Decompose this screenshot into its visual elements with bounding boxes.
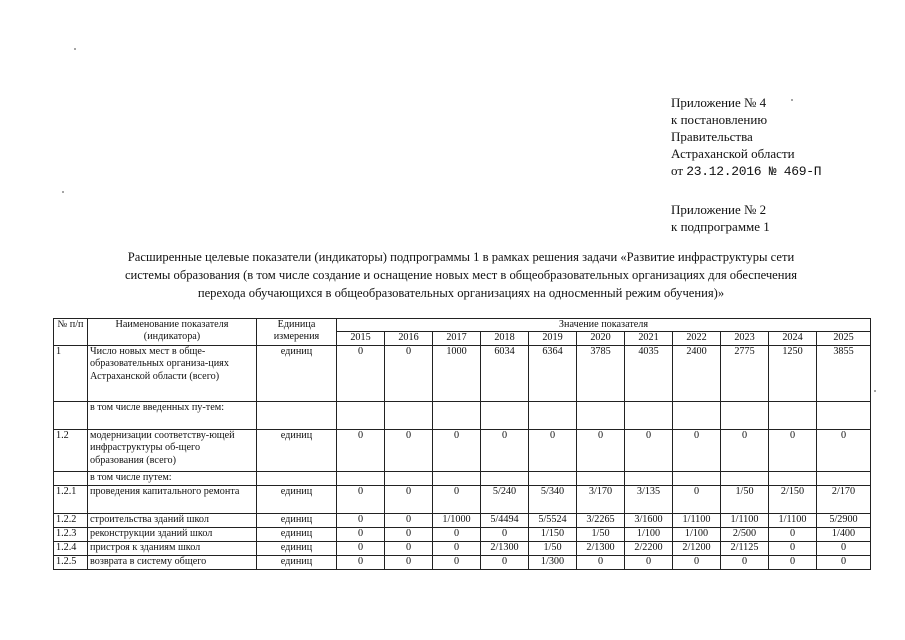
value-cell: 1/100: [625, 527, 673, 541]
header-date-line: [671, 162, 821, 180]
unit-cell: единиц: [257, 527, 337, 541]
value-cell: [337, 471, 385, 485]
value-cell: [625, 401, 673, 429]
indicators-table: [53, 318, 871, 570]
indicator-name-cell: возврата в систему общего: [88, 555, 257, 569]
year-header-cell: 2016: [385, 332, 433, 345]
indicator-name-cell: Число новых мест в обще-образовательных организа-циях Астраханской области (всего): [88, 345, 257, 401]
value-cell: 5/340: [529, 485, 577, 513]
table-header-row: [54, 319, 871, 332]
value-cell: 0: [337, 527, 385, 541]
value-cell: 0: [817, 429, 871, 471]
header-line: Астраханской области: [671, 146, 795, 161]
indicator-name-cell: в том числе введенных пу-тем:: [88, 401, 257, 429]
value-cell: 0: [817, 555, 871, 569]
value-cell: 0: [433, 541, 481, 555]
value-cell: [817, 471, 871, 485]
value-cell: 5/5524: [529, 513, 577, 527]
scan-speck: [74, 48, 76, 50]
value-cell: 0: [385, 485, 433, 513]
value-cell: 1/50: [529, 541, 577, 555]
header-cell-name: Наименование показателя (индикатора): [88, 319, 257, 346]
value-cell: 6034: [481, 345, 529, 401]
document-title: [48, 248, 874, 302]
value-cell: 0: [625, 429, 673, 471]
value-cell: 0: [337, 513, 385, 527]
value-cell: 6364: [529, 345, 577, 401]
value-cell: 3/135: [625, 485, 673, 513]
header-cell-no: № п/п: [54, 319, 88, 346]
value-cell: 2/1300: [481, 541, 529, 555]
value-cell: [337, 401, 385, 429]
value-cell: 1/400: [817, 527, 871, 541]
value-cell: 0: [673, 555, 721, 569]
table-row: [54, 555, 871, 569]
value-cell: 4035: [625, 345, 673, 401]
value-cell: 3855: [817, 345, 871, 401]
value-cell: [769, 401, 817, 429]
value-cell: 0: [385, 555, 433, 569]
header-line: к постановлению: [671, 112, 768, 127]
table-row: [54, 527, 871, 541]
year-header-cell: 2020: [577, 332, 625, 345]
table-row: [54, 541, 871, 555]
header-line: Приложение № 4: [671, 95, 767, 110]
appendix-header: [671, 94, 821, 180]
date-prefix: от: [671, 163, 684, 178]
indicator-name-cell: модернизации соответству-ющей инфраструктуры об-щего образования (всего): [88, 429, 257, 471]
value-cell: 1/100: [673, 527, 721, 541]
subheader-line: к подпрограмме 1: [671, 219, 770, 234]
value-cell: 1/50: [577, 527, 625, 541]
row-number-cell: 1.2.3: [54, 527, 88, 541]
row-number-cell: [54, 471, 88, 485]
value-cell: [481, 471, 529, 485]
row-number-cell: 1.2.4: [54, 541, 88, 555]
scan-speck: [62, 191, 64, 193]
table-row: [54, 345, 871, 401]
unit-cell: [257, 401, 337, 429]
value-cell: 5/4494: [481, 513, 529, 527]
value-cell: [673, 471, 721, 485]
value-cell: [817, 401, 871, 429]
value-cell: [577, 401, 625, 429]
value-cell: 0: [769, 527, 817, 541]
unit-cell: единиц: [257, 541, 337, 555]
subheader-line: Приложение № 2: [671, 202, 767, 217]
value-cell: 3/1600: [625, 513, 673, 527]
header-cell-values: Значение показателя: [337, 319, 871, 332]
value-cell: 3/170: [577, 485, 625, 513]
table-row: [54, 471, 871, 485]
value-cell: 0: [529, 429, 577, 471]
unit-cell: единиц: [257, 513, 337, 527]
value-cell: 0: [673, 429, 721, 471]
value-cell: 0: [433, 527, 481, 541]
value-cell: 1/1100: [721, 513, 769, 527]
value-cell: 0: [433, 485, 481, 513]
year-header-cell: 2019: [529, 332, 577, 345]
value-cell: [577, 471, 625, 485]
value-cell: 0: [481, 555, 529, 569]
value-cell: 0: [817, 541, 871, 555]
value-cell: 1/150: [529, 527, 577, 541]
table-row: [54, 401, 871, 429]
value-cell: 0: [433, 555, 481, 569]
value-cell: 1250: [769, 345, 817, 401]
value-cell: 0: [769, 429, 817, 471]
value-cell: [529, 471, 577, 485]
value-cell: 3785: [577, 345, 625, 401]
value-cell: [721, 471, 769, 485]
value-cell: 5/2900: [817, 513, 871, 527]
value-cell: 0: [577, 429, 625, 471]
value-cell: 0: [337, 555, 385, 569]
value-cell: 0: [337, 541, 385, 555]
header-line: Правительства: [671, 129, 753, 144]
value-cell: 0: [481, 429, 529, 471]
value-cell: 1/1000: [433, 513, 481, 527]
value-cell: 0: [337, 345, 385, 401]
value-cell: 0: [385, 429, 433, 471]
value-cell: 5/240: [481, 485, 529, 513]
value-cell: [433, 401, 481, 429]
value-cell: 1/300: [529, 555, 577, 569]
year-header-cell: 2015: [337, 332, 385, 345]
year-header-cell: 2018: [481, 332, 529, 345]
unit-cell: единиц: [257, 429, 337, 471]
value-cell: 0: [721, 555, 769, 569]
value-cell: [769, 471, 817, 485]
table-row: [54, 513, 871, 527]
year-header-cell: 2022: [673, 332, 721, 345]
value-cell: 0: [769, 555, 817, 569]
value-cell: 2/2200: [625, 541, 673, 555]
value-cell: 0: [769, 541, 817, 555]
value-cell: 2/1200: [673, 541, 721, 555]
value-cell: 1/1100: [769, 513, 817, 527]
value-cell: 0: [385, 541, 433, 555]
indicator-name-cell: проведения капитального ремонта: [88, 485, 257, 513]
value-cell: 1/1100: [673, 513, 721, 527]
value-cell: 0: [337, 485, 385, 513]
table-row: [54, 429, 871, 471]
value-cell: 2/1125: [721, 541, 769, 555]
title-line: системы образования (в том числе создание и оснащение новых мест в общеобразовательных организациях для обеспечения: [124, 268, 798, 282]
header-cell-unit: Единица измерения: [257, 319, 337, 346]
value-cell: 2775: [721, 345, 769, 401]
value-cell: 0: [673, 485, 721, 513]
value-cell: 2/1300: [577, 541, 625, 555]
value-cell: 2/500: [721, 527, 769, 541]
row-number-cell: 1.2: [54, 429, 88, 471]
value-cell: [625, 471, 673, 485]
value-cell: 0: [385, 345, 433, 401]
value-cell: 0: [385, 513, 433, 527]
scan-speck: [874, 390, 876, 392]
title-line: Расширенные целевые показатели (индикаторы) подпрограммы 1 в рамках решения задачи «Развитие инфраструктуры сети: [127, 250, 795, 264]
value-cell: 0: [433, 429, 481, 471]
unit-cell: единиц: [257, 485, 337, 513]
appendix-subheader: [671, 201, 770, 235]
value-cell: 0: [721, 429, 769, 471]
date-number: 23.12.2016 № 469-П: [686, 164, 822, 179]
value-cell: 0: [481, 527, 529, 541]
row-number-cell: 1.2.1: [54, 485, 88, 513]
value-cell: 0: [577, 555, 625, 569]
indicator-name-cell: пристроя к зданиям школ: [88, 541, 257, 555]
value-cell: [529, 401, 577, 429]
value-cell: 0: [385, 527, 433, 541]
value-cell: 2/170: [817, 485, 871, 513]
value-cell: [385, 471, 433, 485]
value-cell: 1000: [433, 345, 481, 401]
value-cell: 2/150: [769, 485, 817, 513]
table-row: [54, 485, 871, 513]
value-cell: 1/50: [721, 485, 769, 513]
title-line: перехода обучающихся в общеобразовательных организациях на односменный режим обучения)»: [197, 286, 725, 300]
value-cell: [385, 401, 433, 429]
row-number-cell: [54, 401, 88, 429]
value-cell: 3/2265: [577, 513, 625, 527]
indicator-name-cell: реконструкции зданий школ: [88, 527, 257, 541]
year-header-cell: 2024: [769, 332, 817, 345]
year-header-cell: 2025: [817, 332, 871, 345]
value-cell: [721, 401, 769, 429]
value-cell: [433, 471, 481, 485]
year-header-cell: 2021: [625, 332, 673, 345]
value-cell: 2400: [673, 345, 721, 401]
value-cell: [673, 401, 721, 429]
indicator-name-cell: в том числе путем:: [88, 471, 257, 485]
unit-cell: [257, 471, 337, 485]
unit-cell: единиц: [257, 345, 337, 401]
row-number-cell: 1.2.5: [54, 555, 88, 569]
year-header-cell: 2017: [433, 332, 481, 345]
indicator-name-cell: строительства зданий школ: [88, 513, 257, 527]
value-cell: [481, 401, 529, 429]
unit-cell: единиц: [257, 555, 337, 569]
year-header-cell: 2023: [721, 332, 769, 345]
row-number-cell: 1: [54, 345, 88, 401]
value-cell: 0: [625, 555, 673, 569]
value-cell: 0: [337, 429, 385, 471]
row-number-cell: 1.2.2: [54, 513, 88, 527]
